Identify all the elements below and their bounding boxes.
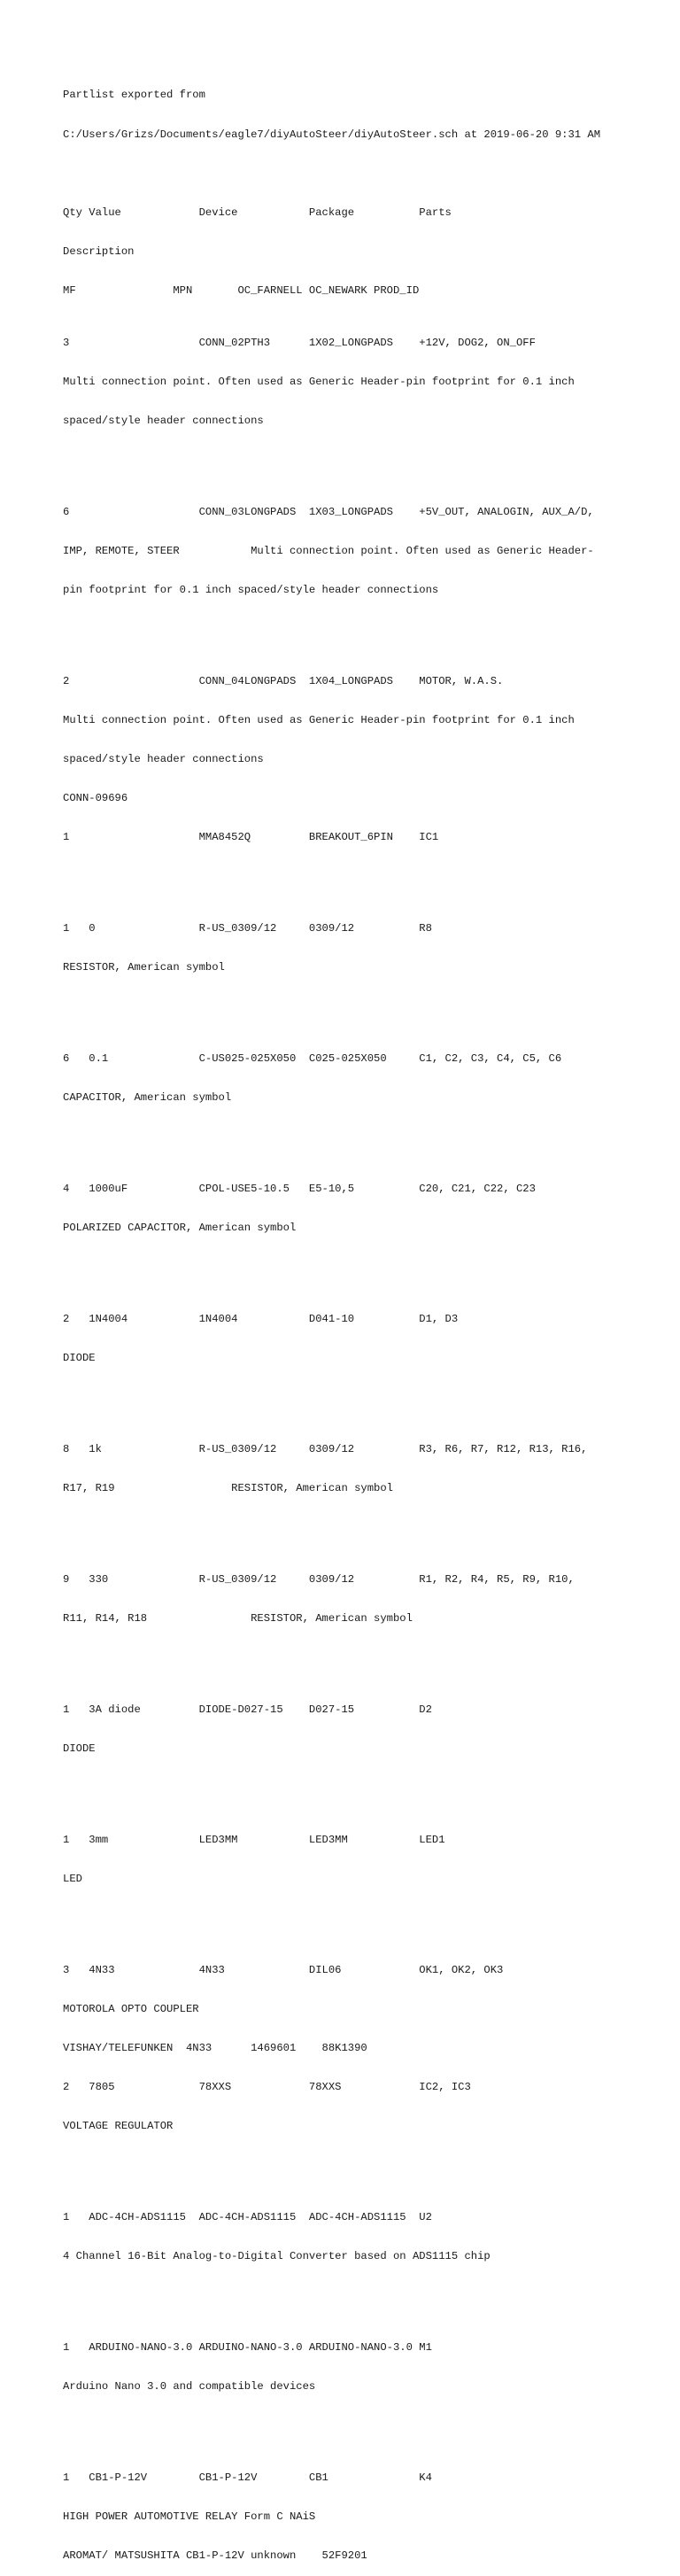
part-description: pin footprint for 0.1 inch spaced/style header connections [63,583,439,596]
part-description: POLARIZED CAPACITOR, American symbol [63,1222,297,1235]
blank-line [63,1521,674,1534]
part-description: 4 Channel 16-Bit Analog-to-Digital Converter based on ADS1115 chip [63,2250,491,2263]
part-line: 3 4N33 4N33 DIL06 OK1, OK2, OK3 [63,1963,504,1976]
blank-line [63,1781,674,1795]
column-header-description: Description [63,244,135,258]
part-description: LED [63,1873,82,1886]
part-line: 9 330 R-US_0309/12 0309/12 R1, R2, R4, R5, R9, R10, [63,1573,575,1587]
part-line: 2 1N4004 1N4004 D041-10 D1, D3 [63,1313,459,1326]
part-manufacturer: VISHAY/TELEFUNKEN 4N33 1469601 88K1390 [63,2042,367,2055]
blank-line [63,1912,674,1925]
blank-line [63,454,674,467]
part-description: R17, R19 RESISTOR, American symbol [63,1482,393,1495]
part-line: 1 3mm LED3MM LED3MM LED1 [63,1833,445,1846]
part-line: 1 3A diode DIODE-D027-15 D027-15 D2 [63,1703,432,1716]
part-line: 4 1000uF CPOL-USE5-10.5 E5-10,5 C20, C21, C22, C23 [63,1183,536,1196]
part-extra: CONN-09696 [63,792,128,805]
part-line: 1 ADC-4CH-ADS1115 ADC-4CH-ADS1115 ADC-4CH-ADS1115 U2 [63,2211,432,2224]
blank-line [63,623,674,636]
blank-line [63,870,674,883]
blank-line [63,1651,674,1664]
part-description: RESISTOR, American symbol [63,961,225,974]
header-source-path: C:/Users/Grizs/Documents/eagle7/diyAutoSteer/diyAutoSteer.sch at 2019-06-20 9:31 AM [63,128,601,141]
blank-line [63,1000,674,1013]
blank-line [63,2289,674,2302]
part-description: R11, R14, R18 RESISTOR, American symbol [63,1612,413,1626]
blank-line [63,1261,674,1274]
part-manufacturer: AROMAT/ MATSUSHITA CB1-P-12V unknown 52F9201 [63,2549,367,2563]
part-description: DIODE [63,1352,96,1365]
part-description: DIODE [63,1742,96,1756]
blank-line [63,1130,674,1144]
part-description: Arduino Nano 3.0 and compatible devices [63,2380,316,2394]
blank-line [63,1391,674,1404]
part-description: MOTOROLA OPTO COUPLER [63,2003,199,2016]
column-header-manufacturer: MF MPN OC_FARNELL OC_NEWARK PROD_ID [63,283,420,297]
blank-line [63,2419,674,2432]
part-line: 1 CB1-P-12V CB1-P-12V CB1 K4 [63,2471,432,2485]
part-description: Multi connection point. Often used as Generic Header-pin footprint for 0.1 inch [63,713,575,726]
blank-line [63,167,674,181]
part-description: HIGH POWER AUTOMOTIVE RELAY Form C NAiS [63,2510,316,2524]
part-line: 1 0 R-US_0309/12 0309/12 R8 [63,922,432,935]
part-description: VOLTAGE REGULATOR [63,2120,174,2133]
header-title: Partlist exported from [63,89,205,102]
part-line: 3 CONN_02PTH3 1X02_LONGPADS +12V, DOG2, ON_OFF [63,336,536,349]
part-description: IMP, REMOTE, STEER Multi connection point. Often used as Generic Header- [63,544,594,557]
part-description: Multi connection point. Often used as Generic Header-pin footprint for 0.1 inch [63,375,575,388]
blank-line [63,2159,674,2172]
part-line: 1 ARDUINO-NANO-3.0 ARDUINO-NANO-3.0 ARDUINO-NANO-3.0 M1 [63,2341,432,2355]
part-line: 2 7805 78XXS 78XXS IC2, IC3 [63,2081,471,2094]
part-line: 1 MMA8452Q BREAKOUT_6PIN IC1 [63,831,439,844]
part-line: 8 1k R-US_0309/12 0309/12 R3, R6, R7, R12, R13, R16, [63,1443,588,1456]
partlist-document [63,63,674,2576]
part-line: 6 0.1 C-US025-025X050 C025-025X050 C1, C2, C3, C4, C5, C6 [63,1052,562,1066]
column-header-row: Qty Value Device Package Parts [63,206,452,219]
part-line: 2 CONN_04LONGPADS 1X04_LONGPADS MOTOR, W.A.S. [63,674,504,687]
part-description: spaced/style header connections [63,414,264,427]
part-line: 6 CONN_03LONGPADS 1X03_LONGPADS +5V_OUT, ANALOGIN, AUX_A/D, [63,505,594,518]
part-description: spaced/style header connections [63,753,264,766]
part-description: CAPACITOR, American symbol [63,1091,232,1105]
